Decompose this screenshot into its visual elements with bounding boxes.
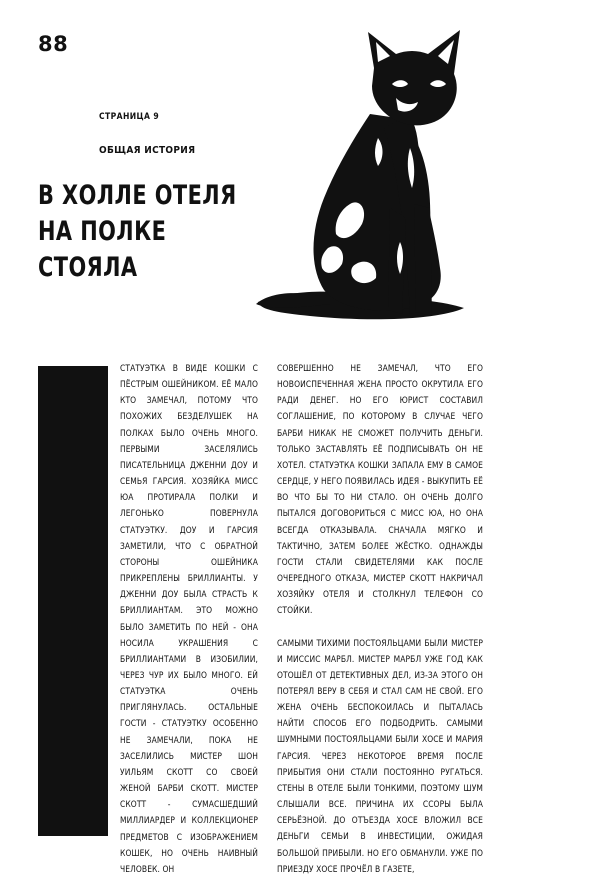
sitting-cat-silhouette-icon bbox=[250, 28, 480, 328]
headline bbox=[38, 178, 236, 286]
headline-line-1: В ХОЛЛЕ ОТЕЛЯ bbox=[38, 180, 237, 211]
headline-line-3: СТОЯЛА bbox=[38, 252, 138, 283]
paragraph: САМЫМИ ТИХИМИ ПОСТОЯЛЬЦАМИ БЫЛИ МИСТЕР И МИССИС МАРБЛ. МИСТЕР МАРБЛ УЖЕ ГОД КАК ОТОШЁЛ ОТ ДЕТЕКТИВНЫХ ДЕЛ, ИЗ-ЗА ЭТОГО ОН ПОТЕРЯЛ ВЕРУ В СЕБЯ И СТАЛ САМ НЕ СВОЙ. ЕГО ЖЕНА ОЧЕНЬ БЕСПОКОИЛАСЬ И ПЫТАЛАСЬ НАЙТИ СПОСОБ ЕГО ПОДБОДРИТЬ. САМЫМИ ШУМНЫМИ ПОСТОЯЛЬЦАМИ БЫЛИ ХОСЕ И МАРИЯ ГАРСИЯ. ЧЕРЕЗ НЕКОТОРОЕ ВРЕМЯ ПОСЛЕ ПРИБЫТИЯ ОНИ СТАЛИ ПОСТОЯННО РУГАТЬСЯ. СТЕНЫ В ОТЕЛЕ БЫЛИ ТОНКИМИ, ПОЭТОМУ ШУМ СЛЫШАЛИ ВСЕ. ПРИЧИНА ИХ ССОРЫ БЫЛА СЕРЬЁЗНОЙ. ДО ОТЪЕЗДА ХОСЕ ВЛОЖИЛ ВСЕ ДЕНЬГИ СЕМЬИ В ИНВЕСТИЦИИ, ОЖИДАЯ БОЛЬШОЙ ПРИБЫЛИ. НО ЕГО ОБМАНУЛИ. УЖЕ ПО ПРИЕЗДУ ХОСЕ ПРОЧЁЛ В ГАЗЕТЕ, bbox=[277, 637, 483, 874]
page-label: СТРАНИЦА 9 bbox=[99, 112, 160, 122]
text-column-left bbox=[120, 360, 258, 893]
decorative-black-bar bbox=[38, 366, 108, 836]
paragraph: СОВЕРШЕННО НЕ ЗАМЕЧАЛ, ЧТО ЕГО НОВОИСПЕЧЕННАЯ ЖЕНА ПРОСТО ОКРУТИЛА ЕГО РАДИ ДЕНЕГ. НО ЕГО ЮРИСТ СОСТАВИЛ СОГЛАШЕНИЕ, ПО КОТОРОМУ В СЛУЧАЕ ЧЕГО БАРБИ НИКАК НЕ СМОЖЕТ ПОЛУЧИТЬ ДЕНЬГИ. ТОЛЬКО ЗАСТАВЛЯТЬ ЕЁ ПОДПИСЫВАТЬ ОН НЕ ХОТЕЛ. СТАТУЭТКА КОШКИ ЗАПАЛА ЕМУ В САМОЕ СЕРДЦЕ, У НЕГО ПОЯВИЛАСЬ ИДЕЯ - ВЫКУПИТЬ ЕЁ ВО ЧТО БЫ ТО НИ СТАЛО. ОН ОЧЕНЬ ДОЛГО ПЫТАЛСЯ ДОГОВОРИТЬСЯ С МИСС ЮА, НО ОНА ВСЕГДА ОТКАЗЫВАЛА. СНАЧАЛА МЯГКО И ТАКТИЧНО, ЗАТЕМ БОЛЕЕ ЖЁСТКО. ОДНАЖДЫ ГОСТИ СТАЛИ СВИДЕТЕЛЯМИ КАК ПОСЛЕ ОЧЕРЕДНОГО ОТКАЗА, МИСТЕР СКОТТ НАКРИЧАЛ ХОЗЯЙКУ ОТЕЛЯ И СТОЛКНУЛ ТЕЛЕФОН СО СТОЙКИ. bbox=[277, 363, 483, 616]
text-column-right bbox=[277, 360, 483, 893]
section-label: ОБЩАЯ ИСТОРИЯ bbox=[99, 145, 196, 156]
paragraph: СТАТУЭТКА В ВИДЕ КОШКИ С ПЁСТРЫМ ОШЕЙНИКОМ. ЕЁ МАЛО КТО ЗАМЕЧАЛ, ПОТОМУ ЧТО ПОХОЖИХ БЕЗДЕЛУШЕК НА ПОЛКАХ БЫЛО ОЧЕНЬ МНОГО. ПЕРВЫМИ ЗАСЕЛЯЛИСЬ ПИСАТЕЛЬНИЦА ДЖЕННИ ДОУ И СЕМЬЯ ГАРСИЯ. ХОЗЯЙКА МИСС ЮА ПРОТИРАЛА ПОЛКИ И ЛЕГОНЬКО ПОВЕРНУЛА СТАТУЭТКУ. ДОУ И ГАРСИЯ ЗАМЕТИЛИ, ЧТО С ОБРАТНОЙ СТОРОНЫ ОШЕЙНИКА ПРИКРЕПЛЕНЫ БРИЛЛИАНТЫ. У ДЖЕННИ ДОУ БЫЛА СТРАСТЬ К БРИЛЛИАНТАМ. ЭТО МОЖНО БЫЛО ЗАМЕТИТЬ ПО НЕЙ - ОНА НОСИЛА УКРАШЕНИЯ С БРИЛЛИАНТАМИ В ИЗОБИЛИИ, ЧЕРЕЗ ЧУР ИХ БЫЛО МНОГО. ЕЙ СТАТУЭТКА ОЧЕНЬ ПРИГЛЯНУЛАСЬ. ОСТАЛЬНЫЕ ГОСТИ - СТАТУЭТКУ ОСОБЕННО НЕ ЗАМЕЧАЛИ, ПОКА НЕ ЗАСЕЛИЛИСЬ МИСТЕР ШОН УИЛЬЯМ СКОТТ СО СВОЕЙ ЖЕНОЙ БАРБИ СКОТТ. МИСТЕР СКОТТ - СУМАСШЕДШИЙ МИЛЛИАРДЕР И КОЛЛЕКЦИОНЕР ПРЕДМЕТОВ С ИЗОБРАЖЕНИЕМ КОШЕК, НО ОЧЕНЬ НАИВНЫЙ ЧЕЛОВЕК. ОН bbox=[120, 363, 258, 874]
page-number: 88 bbox=[38, 32, 69, 56]
headline-line-2: НА ПОЛКЕ bbox=[38, 216, 167, 247]
